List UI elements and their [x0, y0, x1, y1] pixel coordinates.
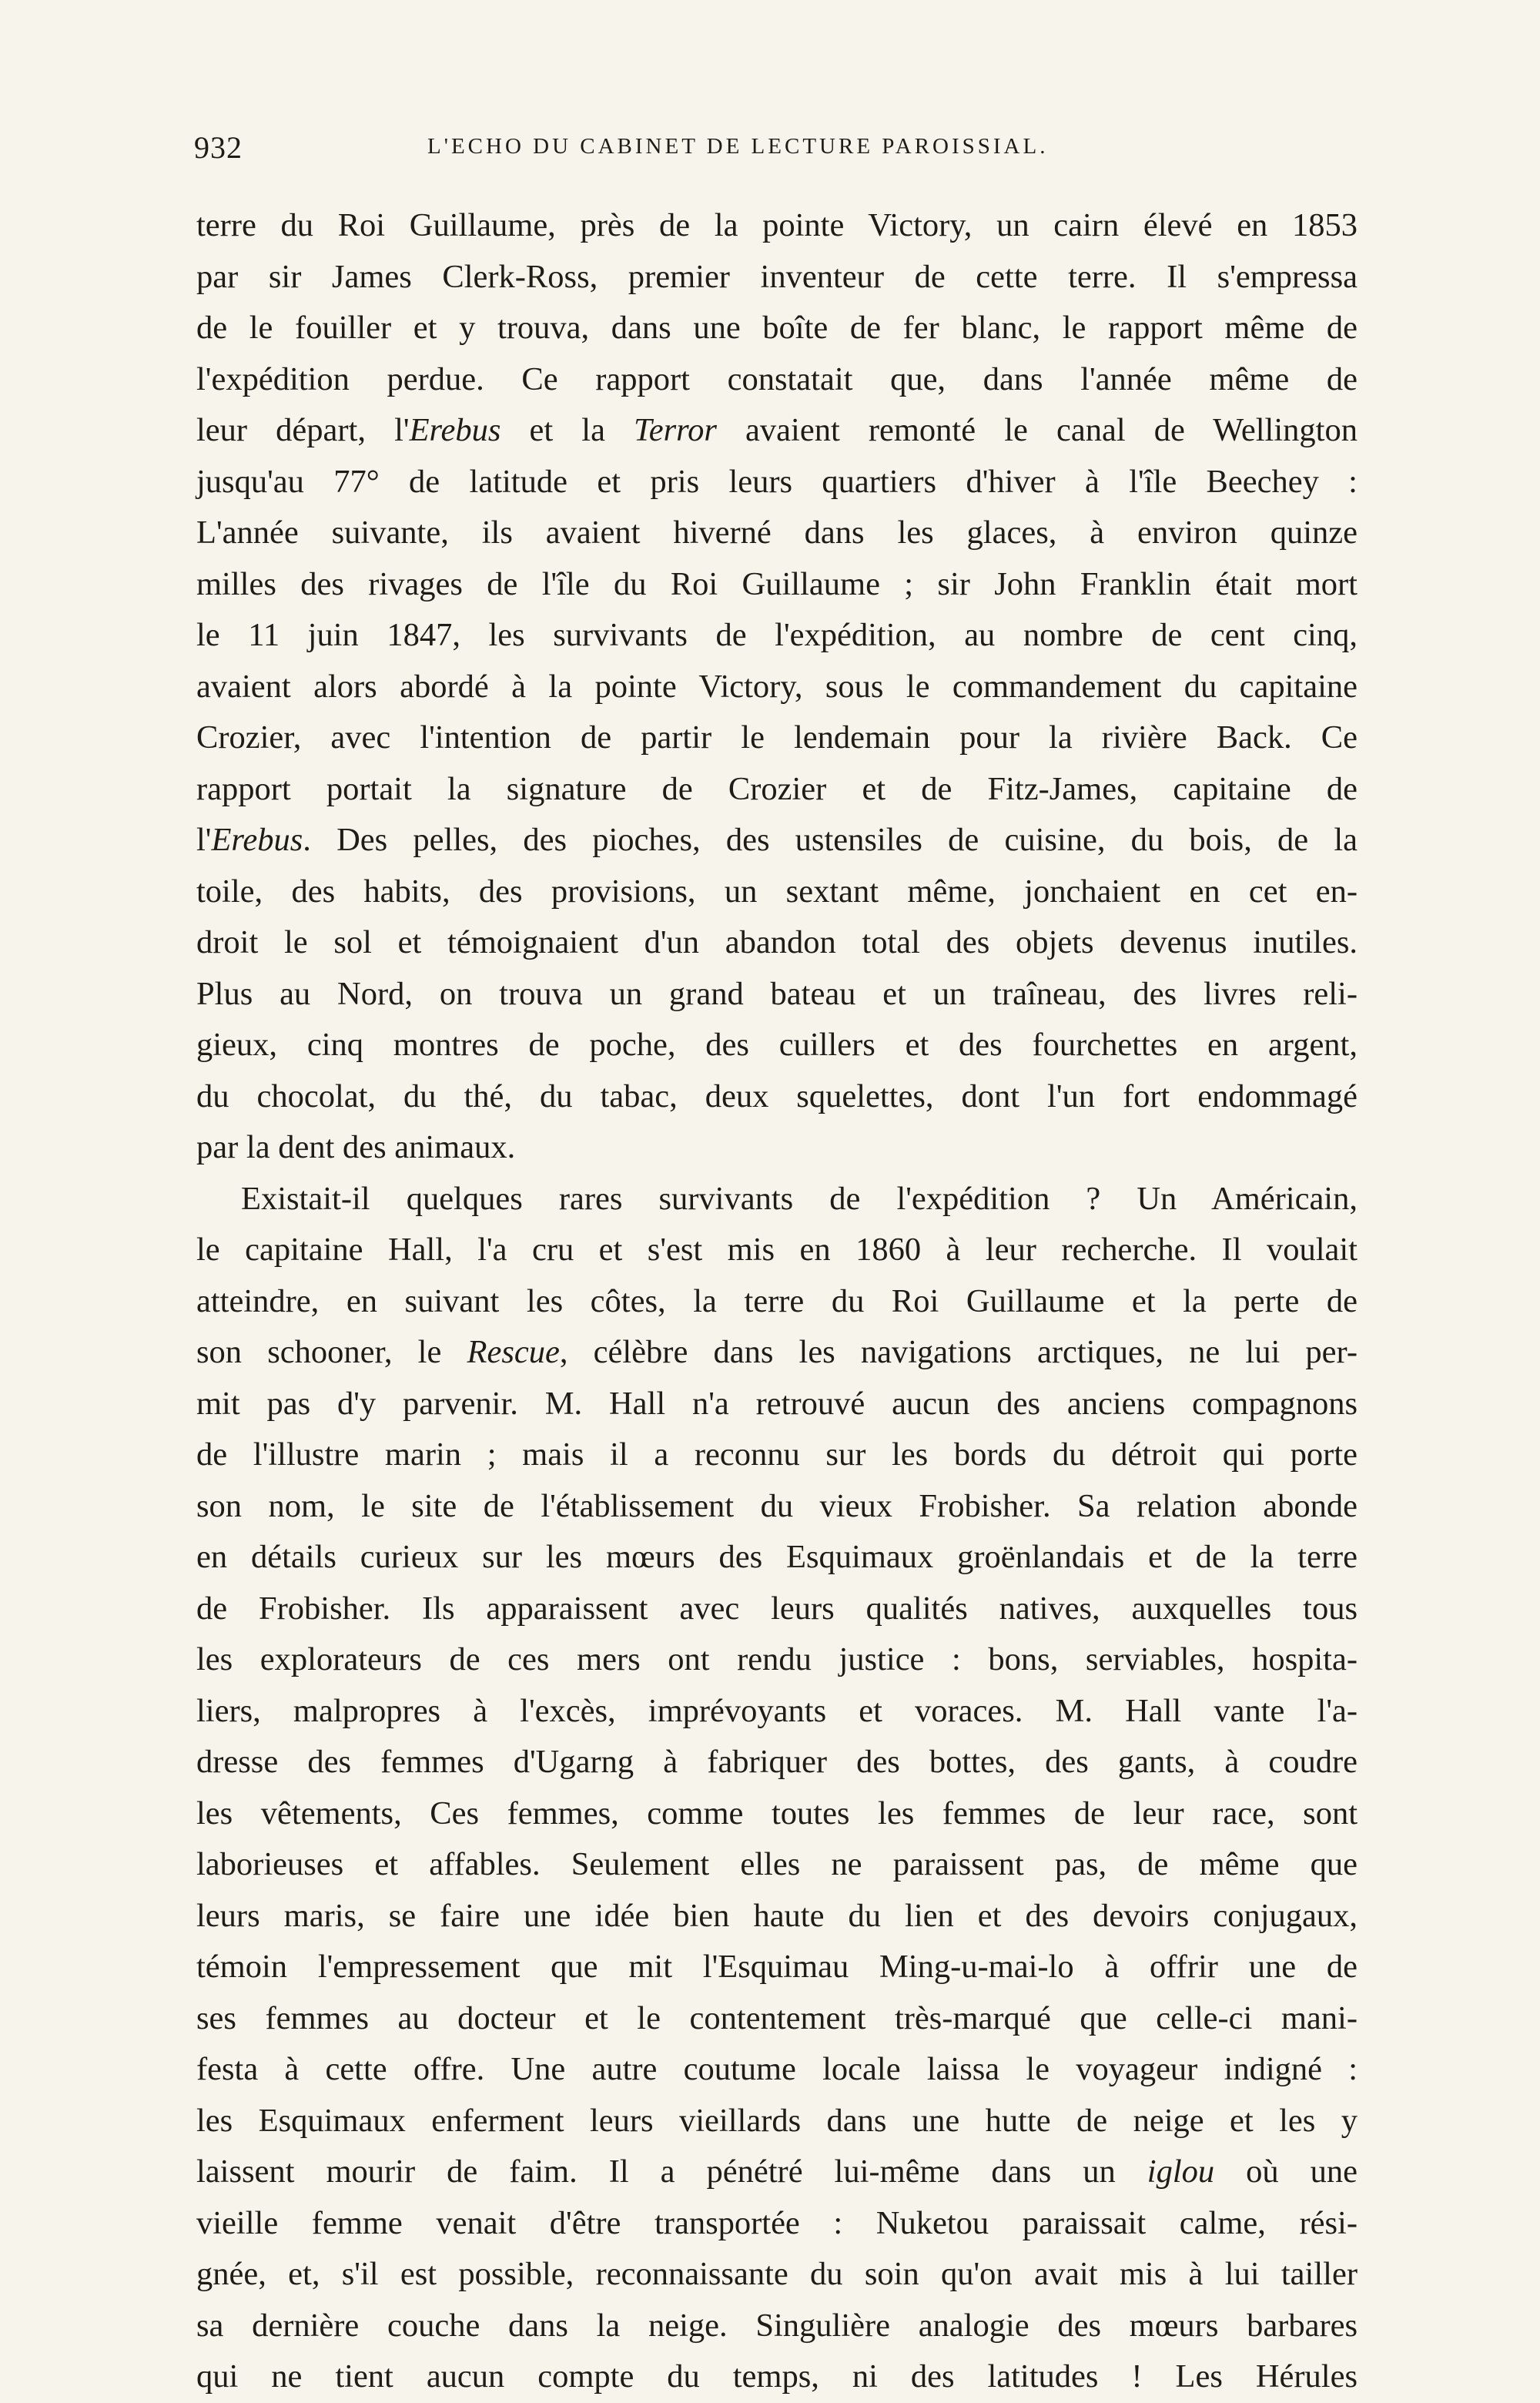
text-line: leurs maris, se faire une idée bien haute du lien et des devoirs conjugaux,: [196, 1897, 1358, 1934]
text-line: laissent mourir de faim. Il a pénétré lui-même dans un iglou où une: [196, 2153, 1358, 2190]
text-line: les Esquimaux enferment leurs vieillards dans une hutte de neige et les y: [196, 2102, 1358, 2139]
text-line: dresse des femmes d'Ugarng à fabriquer des bottes, des gants, à coudre: [196, 1744, 1358, 1780]
text-line: leur départ, l'Erebus et la Terror avaient remonté le canal de Wellington: [196, 412, 1358, 448]
text-line: par sir James Clerk-Ross, premier inventeur de cette terre. Il s'empressa: [196, 258, 1358, 295]
text-line: sa dernière couche dans la neige. Singulière analogie des mœurs barbares: [196, 2307, 1358, 2344]
text-line: Crozier, avec l'intention de partir le lendemain pour la rivière Back. Ce: [196, 719, 1358, 756]
text-line: de le fouiller et y trouva, dans une boîte de fer blanc, le rapport même de: [196, 310, 1358, 346]
text-line: rapport portait la signature de Crozier et de Fitz-James, capitaine de: [196, 770, 1358, 807]
text-line: de l'illustre marin ; mais il a reconnu sur les bords du détroit qui porte: [196, 1436, 1358, 1473]
text-line: son schooner, le Rescue, célèbre dans les navigations arctiques, ne lui per-: [196, 1334, 1358, 1370]
text-line: l'expédition perdue. Ce rapport constatait que, dans l'année même de: [196, 360, 1358, 397]
ship-name-terror: Terror: [634, 412, 717, 448]
text-line: son nom, le site de l'établissement du vieux Frobisher. Sa relation abonde: [196, 1487, 1358, 1524]
text-line: Plus au Nord, on trouva un grand bateau et un traîneau, des livres reli-: [196, 975, 1358, 1012]
text-line: L'année suivante, ils avaient hiverné dans les glaces, à environ quinze: [196, 514, 1358, 551]
book-page: [196, 129, 1358, 2403]
text-line: l'Erebus. Des pelles, des pioches, des ustensiles de cuisine, du bois, de la: [196, 822, 1358, 858]
text-line: jusqu'au 77° de latitude et pris leurs quartiers d'hiver à l'île Beechey :: [196, 463, 1358, 500]
body-text: [196, 200, 1358, 2403]
text-line: terre du Roi Guillaume, près de la pointe Victory, un cairn élevé en 1853: [196, 207, 1358, 243]
text-line: gnée, et, s'il est possible, reconnaissante du soin qu'on avait mis à lui tailler: [196, 2256, 1358, 2292]
text-line: ses femmes au docteur et le contentement très-marqué que celle-ci mani-: [196, 1999, 1358, 2036]
text-line: droit le sol et témoignaient d'un abandon total des objets devenus inutiles.: [196, 924, 1358, 960]
text-line: par la dent des animaux.: [196, 1129, 516, 1165]
text-line: festa à cette offre. Une autre coutume locale laissa le voyageur indigné :: [196, 2051, 1358, 2087]
paragraph-start-line: Existait-il quelques rares survivants de l'expédition ? Un Américain,: [241, 1180, 1358, 1217]
text-line: vieille femme venait d'être transportée : Nuketou paraissait calme, rési-: [196, 2204, 1358, 2241]
ship-name-erebus: Erebus: [409, 412, 501, 448]
text-line: gieux, cinq montres de poche, des cuillers et des fourchettes en argent,: [196, 1027, 1358, 1063]
text-line: toile, des habits, des provisions, un sextant même, jonchaient en cet en-: [196, 873, 1358, 910]
text-line: de Frobisher. Ils apparaissent avec leurs qualités natives, auxquelles tous: [196, 1590, 1358, 1627]
text-line: témoin l'empressement que mit l'Esquimau Ming-u-mai-lo à offrir une de: [196, 1949, 1358, 1985]
ship-name-rescue: Rescue: [467, 1334, 560, 1370]
text-line: qui ne tient aucun compte du temps, ni des latitudes ! Les Hérules: [196, 2358, 1358, 2395]
text-line: du chocolat, du thé, du tabac, deux squelettes, dont l'un fort endommagé: [196, 1077, 1358, 1114]
text-line: les explorateurs de ces mers ont rendu justice : bons, serviables, hospita-: [196, 1641, 1358, 1677]
word-iglou: iglou: [1147, 2153, 1215, 2190]
page-number: 932: [194, 130, 243, 165]
running-head: [196, 129, 1358, 174]
text-line: les vêtements, Ces femmes, comme toutes les femmes de leur race, sont: [196, 1795, 1358, 1832]
text-line: milles des rivages de l'île du Roi Guillaume ; sir John Franklin était mort: [196, 565, 1358, 602]
ship-name-erebus: Erebus: [211, 822, 303, 858]
running-title: L'ECHO DU CABINET DE LECTURE PAROISSIAL.: [427, 134, 1049, 159]
text-line: le capitaine Hall, l'a cru et s'est mis en 1860 à leur recherche. Il voulait: [196, 1232, 1358, 1268]
text-line: laborieuses et affables. Seulement elles ne paraissent pas, de même que: [196, 1846, 1358, 1882]
text-line: le 11 juin 1847, les survivants de l'expédition, au nombre de cent cinq,: [196, 617, 1358, 653]
text-line: liers, malpropres à l'excès, imprévoyants et voraces. M. Hall vante l'a-: [196, 1692, 1358, 1729]
text-line: en détails curieux sur les mœurs des Esquimaux groënlandais et de la terre: [196, 1539, 1358, 1575]
text-line: atteindre, en suivant les côtes, la terre du Roi Guillaume et la perte de: [196, 1282, 1358, 1319]
text-line: mit pas d'y parvenir. M. Hall n'a retrouvé aucun des anciens compagnons: [196, 1385, 1358, 1422]
text-line: avaient alors abordé à la pointe Victory, sous le commandement du capitaine: [196, 668, 1358, 705]
